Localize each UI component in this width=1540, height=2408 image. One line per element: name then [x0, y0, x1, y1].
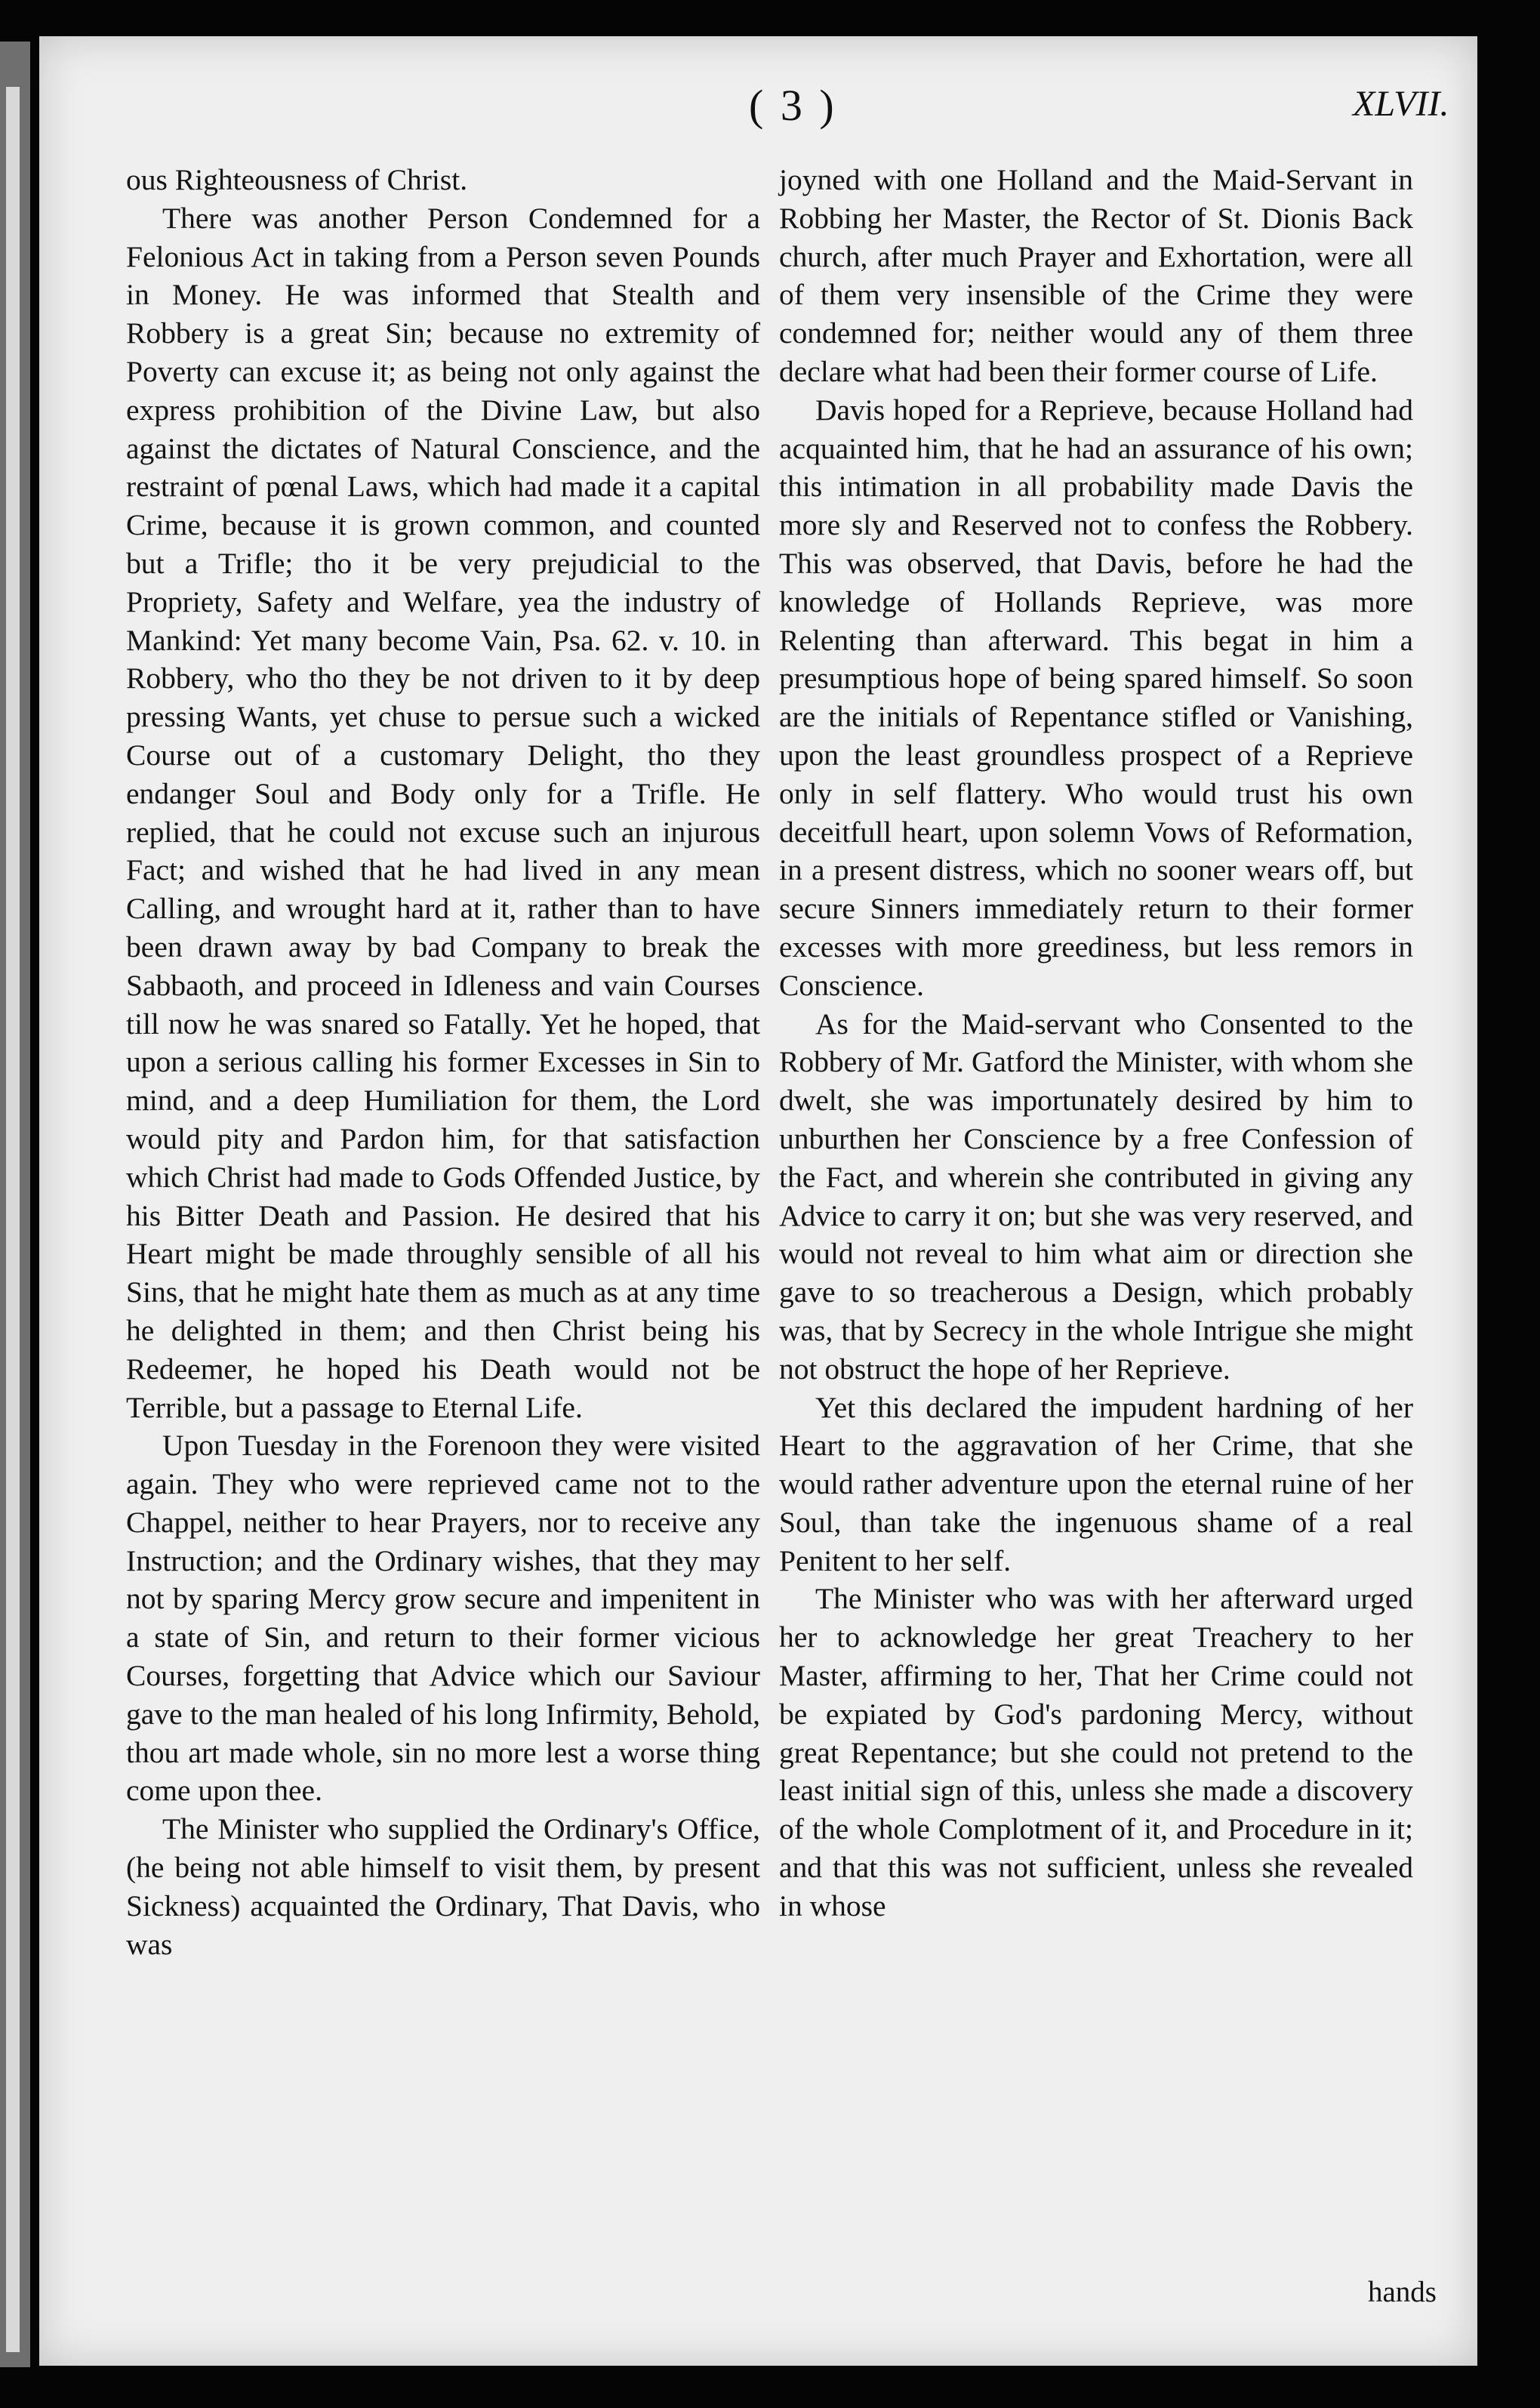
- page-number: ( 3 ): [749, 81, 837, 130]
- paragraph: ous Righteousness of Christ.: [126, 163, 468, 196]
- paragraph: Upon Tuesday in the Forenoon they were visited again. They who were reprieved came not to the Chappel, neither to hear Prayers, nor to receive any Instruction; and the Ordinary wishes, that they may not by sparing Mercy grow secure and impenitent in a state of Sin, and return to their former vicious Courses, forgetting that Advice which our Saviour gave to the man healed of his long Infirmity, Behold, thou art made whole, sin no more lest a worse thing come upon thee.: [126, 1429, 760, 1808]
- paragraph: Davis hoped for a Reprieve, because Holland had acquainted him, that he had an assurance of his own; this intimation in all probability made Davis the more sly and Reserved not to confess the Robbery. This was observed, that Davis, before he had the knowledge of Hollands Reprieve, was more Relenting than afterward. This begat in him a presumptious hope of being spared himself. So soon are the initials of Repentance stifled or Vanishing, upon the least groundless prospect of a Reprieve only in self flattery. Who would trust his own deceitfull heart, upon solemn Vows of Reformation, in a present distress, which no sooner wears off, but secure Sinners immediately return to their former excesses with more greediness, but less remors in Conscience.: [779, 393, 1413, 1002]
- sheet-mark: XLVII.: [1353, 84, 1449, 124]
- catchword: hands: [1368, 2276, 1437, 2308]
- previous-page-paper: [6, 87, 20, 2352]
- paragraph: The Minister who was with her afterward urged her to acknowledge her great Treachery to her Master, affirming to her, That her Crime could not be expiated by God's pardoning Mercy, without great Repentance; but she could not pretend to the least initial sign of this, unless she made a discovery of the whole Complotment of it, and Procedure in it; and that this was not sufficient, unless she revealed in whose: [779, 1582, 1413, 1922]
- document-page: [39, 36, 1477, 2366]
- paragraph: The Minister who supplied the Ordinary's Office, (he being not able himself to visit them, by present Sickness) acquainted the Ordinary, That Davis, who was: [126, 1812, 760, 1961]
- paragraph: As for the Maid-servant who Consented to the Robbery of Mr. Gatford the Minister, with whom she dwelt, she was importunately desired by him to unburthen her Conscience by a free Confession of the Fact, and wherein she contributed in giving any Advice to carry it on; but she was very reserved, and would not reveal to him what aim or direction she gave to so treacherous a Design, which probably was, that by Secrecy in the whole Intrigue she might not obstruct the hope of her Reprieve.: [779, 1007, 1413, 1386]
- paragraph: There was another Person Condemned for a Felonious Act in taking from a Person seven Pounds in Money. He was informed that Stealth and Robbery is a great Sin; because no extremity of Poverty can excuse it; as being not only against the express prohibition of the Divine Law, but also against the dictates of Natural Conscience, and the restraint of pœnal Laws, which had made it a capital Crime, because it is grown common, and counted but a Trifle; tho it be very prejudicial to the Propriety, Safety and Welfare, yea the industry of Mankind: Yet many become Vain, Psa. 62. v. 10. in Robbery, who tho they be not driven to it by deep pressing Wants, yet chuse to persue such a wicked Course out of a customary Delight, tho they endanger Soul and Body only for a Trifle. He replied, that he could not excuse such an injurous Fact; and wished that he had lived in any mean Calling, and wrought hard at it, rather than to have been drawn away by bad Company to break the Sabbaoth, and proceed in Idleness and vain Courses till now he was snared so Fatally. Yet he hoped, that upon a serious calling his former Excesses in Sin to mind, and a deep Humiliation for them, the Lord would pity and Pardon him, for that satisfaction which Christ had made to Gods Offended Justice, by his Bitter Death and Passion. He desired that his Heart might be made throughly sensible of all his Sins, that he might hate them as much as at any time he delighted in them; and then Christ being his Redeemer, he hoped his Death would not be Terrible, but a passage to Eternal Life.: [126, 201, 760, 1424]
- paragraph: joyned with one Holland and the Maid-Servant in Robbing her Master, the Rector of St. Dionis Back church, after much Prayer and Exhortation, were all of them very insensible of the Crime they were condemned for; neither would any of them three declare what had been their former course of Life.: [779, 163, 1413, 388]
- previous-page-edge: [0, 42, 30, 2367]
- right-column: [779, 161, 1413, 1925]
- left-column: [126, 161, 760, 1963]
- paragraph: Yet this declared the impudent hardning of her Heart to the aggravation of her Crime, that she would rather adventure upon the eternal ruine of her Soul, than take the ingenuous shame of a real Penitent to her self.: [779, 1390, 1413, 1577]
